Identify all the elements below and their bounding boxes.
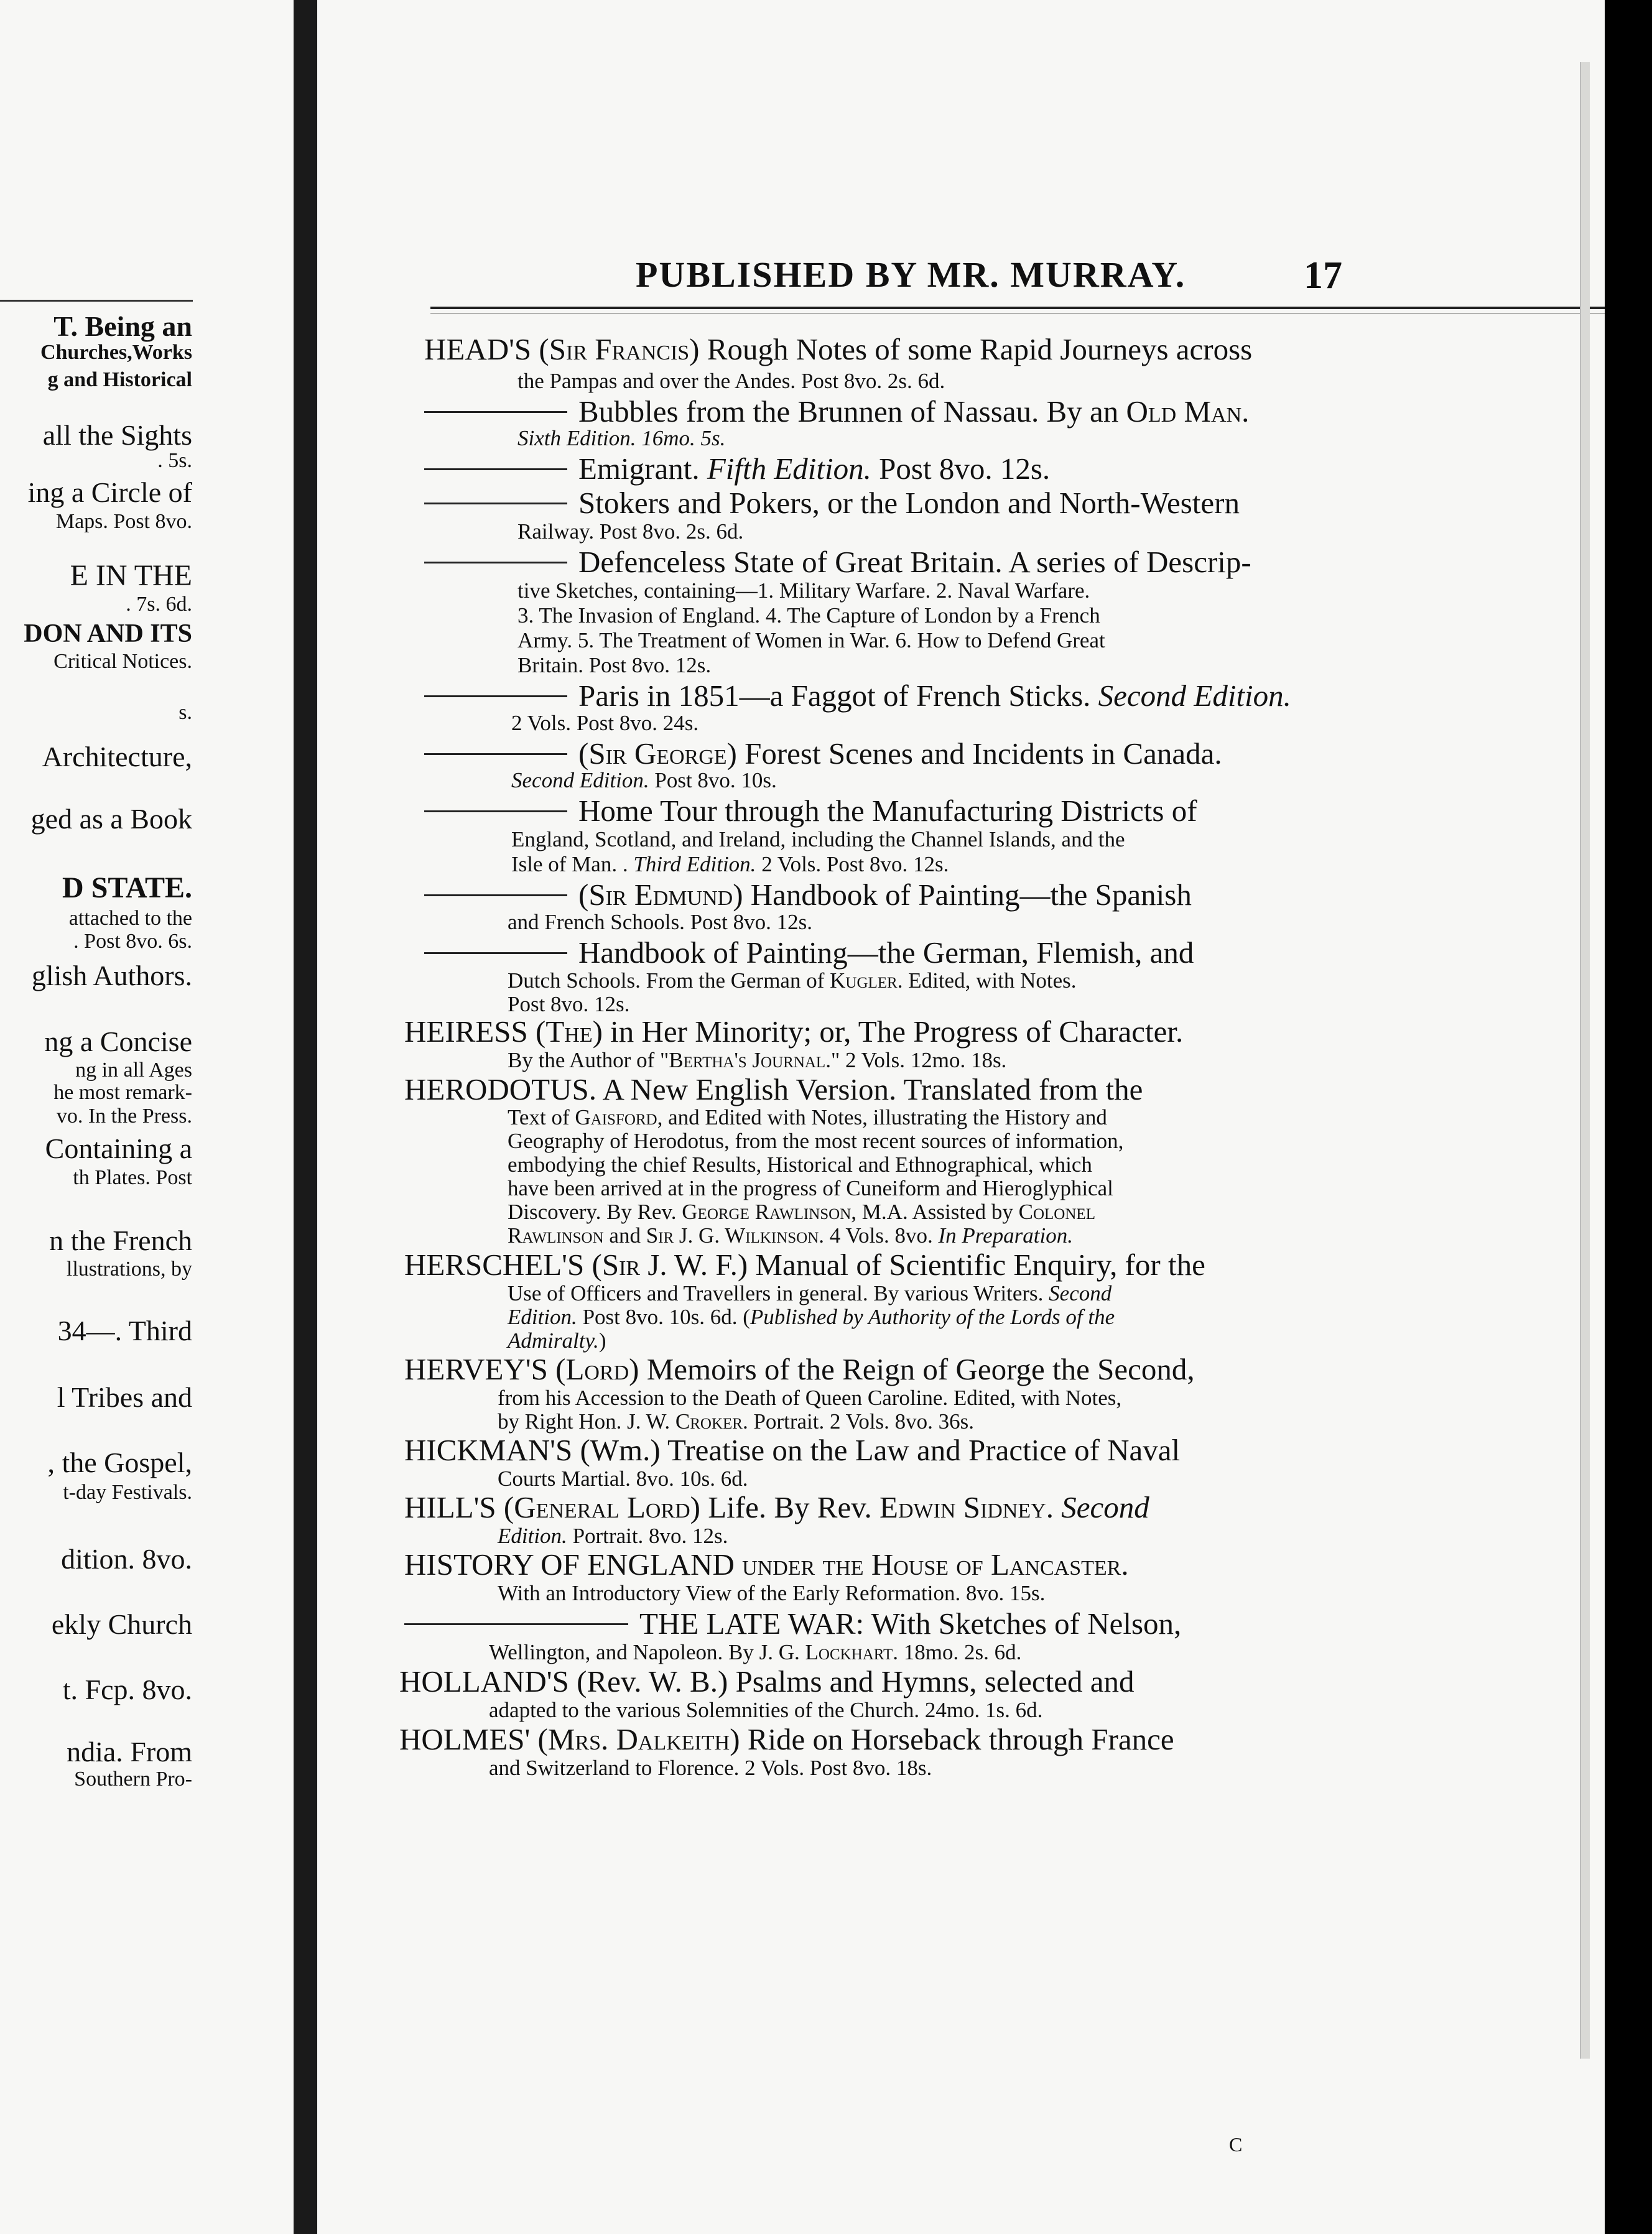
entry-detail-line: [517, 628, 1105, 653]
left-page-line: ng a Concise: [44, 1026, 192, 1057]
left-page-line: glish Authors.: [31, 960, 192, 991]
entry-detail-line: [489, 1640, 1021, 1665]
left-page-line: 34—. Third: [57, 1315, 192, 1346]
entry-text: Second Edition.: [511, 768, 649, 792]
entry-text: Portrait. 8vo. 12s.: [567, 1524, 728, 1548]
entry-heading-line: [404, 1490, 1149, 1525]
book-gutter: [294, 0, 317, 2234]
entry-text: Old Man.: [1126, 394, 1250, 429]
entry-text: Britain. Post 8vo. 12s.: [517, 653, 712, 677]
entry-text: (Sir J. W. F.): [592, 1248, 748, 1282]
entry-detail-line: [508, 1152, 1092, 1177]
entry-detail-line: [517, 653, 711, 678]
entry-heading-line: [424, 935, 1194, 970]
entry-text: Discovery. By Rev.: [508, 1200, 682, 1224]
entry-text: Memoirs of the Reign of George the Second,: [639, 1352, 1195, 1386]
entry-text: Croker.: [675, 1409, 748, 1434]
entry-detail-line: [511, 768, 777, 793]
left-page-line: Critical Notices.: [53, 650, 192, 673]
entry-text: under the House of Lancaster.: [742, 1547, 1129, 1582]
entry-heading-line: [404, 1547, 1129, 1582]
entry-text: Dutch Schools. From the German of: [508, 968, 830, 993]
left-page-line: ged as a Book: [30, 803, 192, 835]
entry-text: Lockhart.: [805, 1640, 898, 1664]
entry-text: adapted to the various Solemnities of the Church. 24mo. 1s. 6d.: [489, 1698, 1043, 1722]
entry-detail-line: [508, 1048, 1006, 1073]
entry-text: from his Accession to the Death of Queen Caroline. Edited, with Notes,: [498, 1386, 1122, 1410]
ditto-rule: [424, 894, 567, 896]
signature-mark: C: [1229, 2133, 1243, 2156]
left-page-line: DON AND ITS: [24, 619, 192, 648]
left-page-line: llustrations, by: [66, 1258, 192, 1281]
entry-text: Fifth Edition.: [707, 452, 871, 486]
entry-heading-line: [424, 544, 1251, 580]
entry-heading-line: [424, 736, 1222, 771]
entry-text: Edited, with Notes.: [903, 968, 1077, 993]
entry-text: Published by Authority of the Lords of the: [749, 1305, 1115, 1329]
entry-detail-line: [511, 711, 698, 736]
left-page-line: s.: [179, 701, 192, 724]
entry-text: HILL'S: [404, 1490, 504, 1524]
entry-text: Edwin Sidney.: [879, 1490, 1054, 1524]
entry-text: (General Lord): [503, 1490, 700, 1524]
entry-text: With an Introductory View of the Early Reformation. 8vo. 15s.: [498, 1581, 1046, 1605]
entry-heading-line: [424, 877, 1192, 912]
entry-detail-line: [508, 1200, 1095, 1225]
entry-text: and: [603, 1223, 646, 1248]
ditto-rule: [404, 1623, 628, 1625]
entry-detail-line: [508, 992, 629, 1017]
catalogue-entries: [317, 0, 1605, 2234]
left-page-line: t. Fcp. 8vo.: [62, 1674, 192, 1705]
left-page: [0, 0, 294, 2234]
entry-detail-line: [508, 1281, 1111, 1306]
entry-text: Second Edition.: [1098, 679, 1291, 713]
entry-heading-line: [404, 1606, 1181, 1641]
entry-heading-line: [424, 331, 1252, 367]
left-page-line: ekly Church: [51, 1608, 192, 1640]
entry-text: Manual of Scientific Enquiry, for the: [748, 1248, 1205, 1282]
left-page-line: l Tribes and: [57, 1381, 192, 1413]
entry-text: Use of Officers and Travellers in general. By various Writers.: [508, 1281, 1049, 1305]
left-page-line: g and Historical: [47, 368, 192, 391]
entry-text: (Mrs. Dalkeith): [537, 1722, 740, 1756]
entry-text: England, Scotland, and Ireland, including the Channel Islands, and the: [511, 827, 1125, 851]
entry-detail-line: [517, 519, 743, 544]
entry-text: Paris in 1851—a Faggot of French Sticks.: [578, 679, 1098, 713]
entry-detail-line: [517, 603, 1100, 628]
entry-detail-line: [508, 910, 812, 935]
left-page-line: th Plates. Post: [73, 1166, 192, 1189]
entry-text: Isle of Man. .: [511, 852, 634, 876]
left-page-line: ndia. From: [67, 1736, 192, 1768]
entry-text: (Sir Edmund): [578, 878, 743, 912]
left-page-line: ng in all Ages: [75, 1059, 192, 1082]
entry-text: Admiralty.: [508, 1328, 599, 1353]
left-page-line: E IN THE: [70, 559, 192, 592]
entry-detail-line: [489, 1756, 932, 1781]
entry-text: Second: [1061, 1490, 1149, 1524]
left-page-line: Churches,Works: [40, 341, 192, 364]
entry-text: Post 8vo. 10s.: [649, 768, 777, 792]
entry-text: 18mo. 2s. 6d.: [898, 1640, 1022, 1664]
entry-text: the Pampas and over the Andes. Post 8vo. 2s. 6d.: [517, 369, 945, 393]
entry-text: Colonel: [1018, 1200, 1095, 1224]
entry-text: HISTORY OF ENGLAND: [404, 1547, 743, 1582]
entry-text: ): [598, 1328, 606, 1353]
entry-text: (Sir George): [578, 736, 737, 771]
left-page-line: all the Sights: [42, 419, 192, 451]
entry-heading-line: [424, 485, 1240, 521]
entry-text: and Edited with Notes, illustrating the History and: [662, 1105, 1107, 1129]
entry-detail-line: [498, 1409, 974, 1434]
entry-text: Stokers and Pokers, or the London and North-Western: [578, 486, 1240, 520]
entry-text: HEIRESS: [404, 1014, 536, 1049]
entry-text: Gaisford,: [575, 1105, 663, 1129]
entry-text: Handbook of Painting—the Spanish: [743, 878, 1192, 912]
page-edge: [1580, 62, 1590, 2059]
entry-text: Bertha's Journal.: [669, 1048, 831, 1072]
entry-text: by Right Hon. J. W.: [498, 1409, 675, 1434]
entry-text: Post 8vo. 10s. 6d. (: [577, 1305, 750, 1329]
entry-detail-line: [508, 1328, 606, 1353]
entry-detail-line: [517, 426, 725, 451]
ditto-rule: [424, 503, 567, 504]
entry-text: HEAD'S: [424, 332, 539, 366]
left-page-line: vo. In the Press.: [56, 1105, 192, 1128]
left-page-rule: [0, 300, 193, 302]
entry-heading-line: [399, 1722, 1174, 1757]
left-page-line: D STATE.: [62, 871, 192, 904]
ditto-rule: [424, 753, 567, 755]
entry-detail-line: [511, 827, 1125, 852]
left-page-line: ing a Circle of: [27, 476, 192, 508]
entry-detail-line: [508, 1223, 1073, 1248]
entry-text: Post 8vo. 12s.: [508, 992, 630, 1016]
entry-text: Rawlinson: [508, 1223, 604, 1248]
entry-text: Army. 5. The Treatment of Women in War. 6. How to Defend Great: [517, 628, 1105, 652]
entry-heading-line: [404, 1247, 1205, 1282]
entry-detail-line: [498, 1467, 748, 1491]
entry-text: HERVEY'S: [404, 1352, 556, 1386]
entry-text: HERODOTUS. A New English Version. Translated from the: [404, 1072, 1143, 1106]
ditto-rule: [424, 562, 567, 563]
left-page-line: t-day Festivals.: [63, 1481, 192, 1504]
entry-heading-line: [404, 1072, 1143, 1107]
entry-text: Portrait. 2 Vols. 8vo. 36s.: [748, 1409, 975, 1434]
entry-detail-line: [508, 1105, 1107, 1130]
entry-text: 2 Vols. Post 8vo. 24s.: [511, 711, 699, 735]
entry-heading-line: [424, 451, 1050, 486]
entry-text: Wellington, and Napoleon. By J. G.: [489, 1640, 805, 1664]
entry-text: By the Author of ": [508, 1048, 669, 1072]
left-page-line: . 5s.: [157, 449, 192, 472]
entry-detail-line: [498, 1524, 728, 1549]
entry-text: THE LATE WAR: With Sketches of Nelson,: [639, 1606, 1182, 1641]
entry-text: Railway. Post 8vo. 2s. 6d.: [517, 519, 744, 544]
entry-text: 3. The Invasion of England. 4. The Capture of London by a French: [517, 603, 1100, 628]
left-page-line: he most remark-: [53, 1081, 192, 1104]
entry-text: Handbook of Painting—the German, Flemish, and: [578, 935, 1194, 970]
entry-text: Edition.: [508, 1305, 577, 1329]
entry-text: HICKMAN'S (Wm.) Treatise on the Law and Practice of Naval: [404, 1433, 1181, 1467]
entry-text: (Sir Francis): [539, 332, 700, 366]
left-page-line: n the French: [49, 1225, 192, 1256]
ditto-rule: [424, 411, 567, 413]
entry-text: Geography of Herodotus, from the most recent sources of information,: [508, 1129, 1124, 1153]
entry-detail-line: [508, 1129, 1123, 1154]
entry-heading-line: [404, 1351, 1195, 1387]
left-page-line: , the Gospel,: [47, 1447, 192, 1478]
entry-text: and French Schools. Post 8vo. 12s.: [508, 910, 812, 934]
entry-text: (The): [536, 1014, 603, 1049]
entry-text: embodying the chief Results, Historical and Ethnographical, which: [508, 1152, 1092, 1177]
entry-text: Second: [1049, 1281, 1112, 1305]
ditto-rule: [424, 952, 567, 954]
entry-text: Life. By Rev.: [700, 1490, 880, 1524]
entry-text: Post 8vo. 12s.: [871, 452, 1051, 486]
entry-detail-line: [489, 1698, 1042, 1723]
left-page-line: . Post 8vo. 6s.: [73, 930, 192, 953]
left-page-line: Maps. Post 8vo.: [55, 510, 192, 533]
left-page-line: Southern Pro-: [74, 1768, 192, 1791]
page-number: 17: [1304, 254, 1342, 297]
running-title: PUBLISHED BY MR. MURRAY.: [636, 254, 1186, 295]
entry-text: Home Tour through the Manufacturing Districts of: [578, 794, 1197, 828]
entry-text: M.A. Assisted by: [856, 1200, 1019, 1224]
entry-text: Sir J. G. Wilkinson.: [646, 1223, 825, 1248]
entry-text: (Lord): [555, 1352, 639, 1386]
entry-heading-line: [424, 394, 1249, 429]
entry-detail-line: [508, 968, 1076, 993]
entry-detail-line: [508, 1176, 1113, 1201]
entry-heading-line: [424, 678, 1291, 713]
entry-text: Ride on Horseback through France: [740, 1722, 1174, 1756]
ditto-rule: [424, 810, 567, 812]
entry-text: Rough Notes of some Rapid Journeys across: [699, 332, 1253, 366]
entry-text: HERSCHEL'S: [404, 1248, 592, 1282]
entry-detail-line: [498, 1581, 1045, 1606]
left-page-line: . 7s. 6d.: [126, 593, 192, 616]
entry-detail-line: [498, 1386, 1121, 1411]
entry-text: Forest Scenes and Incidents in Canada.: [736, 736, 1222, 771]
entry-text: tive Sketches, containing—1. Military Warfare. 2. Naval Warfare.: [517, 578, 1090, 603]
entry-heading-line: [424, 793, 1197, 828]
entry-text: and Switzerland to Florence. 2 Vols. Post 8vo. 18s.: [489, 1756, 932, 1780]
entry-text: have been arrived at in the progress of Cuneiform and Hieroglyphical: [508, 1176, 1113, 1200]
left-page-line: dition. 8vo.: [61, 1543, 192, 1575]
entry-detail-line: [511, 852, 949, 877]
entry-text: Emigrant.: [578, 452, 707, 486]
left-page-line: T. Being an: [53, 310, 192, 342]
ditto-rule: [424, 695, 567, 697]
entry-text: George Rawlinson,: [682, 1200, 857, 1224]
entry-text: In Preparation.: [938, 1223, 1073, 1248]
entry-text: Kugler.: [830, 968, 903, 993]
entry-text: in Her Minority; or, The Progress of Character.: [602, 1014, 1184, 1049]
entry-text: HOLMES': [399, 1722, 538, 1756]
entry-detail-line: [517, 578, 1090, 603]
entry-text: Defenceless State of Great Britain. A series of Descrip-: [578, 545, 1251, 579]
left-page-line: attached to the: [68, 907, 192, 930]
entry-text: Edition.: [498, 1524, 567, 1548]
entry-text: " 2 Vols. 12mo. 18s.: [830, 1048, 1007, 1072]
entry-text: Sixth Edition. 16mo. 5s.: [517, 426, 726, 450]
entry-text: Third Edition.: [633, 852, 756, 876]
entry-text: 2 Vols. Post 8vo. 12s.: [756, 852, 949, 876]
entry-text: Courts Martial. 8vo. 10s. 6d.: [498, 1467, 748, 1491]
left-page-line: Containing a: [45, 1133, 192, 1164]
entry-heading-line: [404, 1432, 1180, 1468]
entry-text: Text of: [508, 1105, 575, 1129]
entry-text: Bubbles from the Brunnen of Nassau. By an: [578, 394, 1126, 429]
entry-detail-line: [517, 369, 945, 394]
right-page: [317, 0, 1605, 2234]
entry-heading-line: [399, 1664, 1135, 1699]
entry-text: 4 Vols. 8vo.: [824, 1223, 939, 1248]
entry-detail-line: [508, 1305, 1115, 1330]
entry-text: [1054, 1490, 1061, 1524]
ditto-rule: [424, 468, 567, 470]
entry-heading-line: [404, 1014, 1183, 1049]
entry-text: HOLLAND'S (Rev. W. B.) Psalms and Hymns, selected and: [399, 1664, 1135, 1699]
left-page-line: Architecture,: [42, 741, 192, 772]
